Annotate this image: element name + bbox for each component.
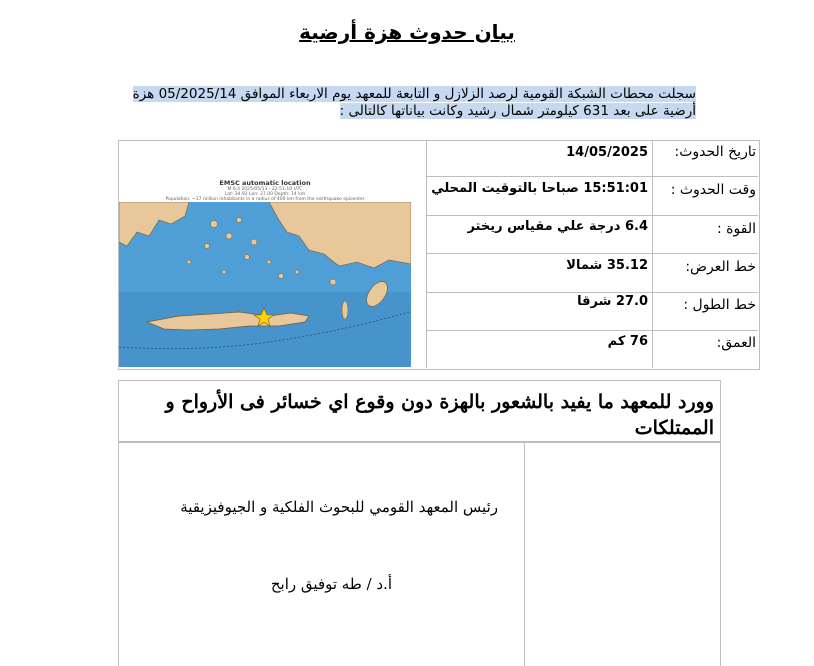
row-divider bbox=[426, 330, 758, 331]
value-latitude: 35.12 شمالا bbox=[566, 258, 648, 273]
row-divider bbox=[426, 176, 758, 177]
value-depth: 76 كم bbox=[607, 334, 648, 349]
label-time: وقت الحدوث : bbox=[670, 182, 756, 198]
map-title: EMSC automatic location bbox=[219, 179, 311, 187]
value-time: 15:51:01 صباحا بالتوقيت المحلي bbox=[431, 181, 648, 196]
label-latitude: خط العرض: bbox=[685, 259, 756, 275]
signature-left-border bbox=[118, 442, 119, 666]
row-divider bbox=[426, 215, 758, 216]
signature-name: أ.د / طه توفيق رابح bbox=[270, 575, 392, 593]
label-depth: العمق: bbox=[716, 335, 756, 351]
signature-divider bbox=[524, 442, 525, 666]
label-magnitude: القوة : bbox=[717, 221, 756, 237]
table-divider-labels bbox=[652, 140, 653, 368]
map-meta-2: Lat: 34.92 Lon: 27.00 Depth: 14 km bbox=[224, 192, 306, 197]
value-date: 14/05/2025 bbox=[566, 145, 648, 160]
map-graphic bbox=[119, 202, 411, 367]
signature-top-border bbox=[118, 442, 721, 443]
map-meta-3: Population: ~17 million inhabitants in a radius of 400 km from the earthquake epicenter bbox=[165, 197, 365, 202]
intro-line-2: أرضية على بعد 631 كيلومتر شمال رشيد وكانت بياناتها كالتالى : bbox=[339, 103, 696, 119]
signature-title: رئيس المعهد القومي للبحوث الفلكية و الجيوفيزيقية bbox=[180, 498, 498, 516]
label-date: تاريخ الحدوث: bbox=[674, 144, 756, 160]
intro-line-1: سجلت محطات الشبكة القومية لرصد الزلازل و التابعة للمعهد يوم الاربعاء الموافق 05/2025/14 هزة bbox=[132, 86, 696, 102]
table-divider-map bbox=[426, 140, 427, 368]
row-divider bbox=[426, 292, 758, 293]
intro-paragraph bbox=[110, 86, 696, 120]
signature-right-border bbox=[720, 442, 721, 666]
value-longitude: 27.0 شرقا bbox=[577, 294, 648, 309]
emsc-map bbox=[119, 176, 411, 367]
map-header bbox=[119, 176, 411, 202]
map-meta-1: M 6.4 2025/05/13 - 22:51:10 UTC bbox=[227, 187, 303, 192]
page-title: بيان حدوث هزة أرضية bbox=[299, 20, 515, 44]
label-longitude: خط الطول : bbox=[683, 297, 756, 313]
map-land-karpathos bbox=[342, 301, 348, 319]
row-divider bbox=[426, 253, 758, 254]
value-magnitude: 6.4 درجة علي مقياس ريختر bbox=[467, 219, 648, 234]
felt-report: وورد للمعهد ما يفيد بالشعور بالهزة دون وقوع اي خسائر فى الأرواح و الممتلكات bbox=[118, 380, 721, 442]
